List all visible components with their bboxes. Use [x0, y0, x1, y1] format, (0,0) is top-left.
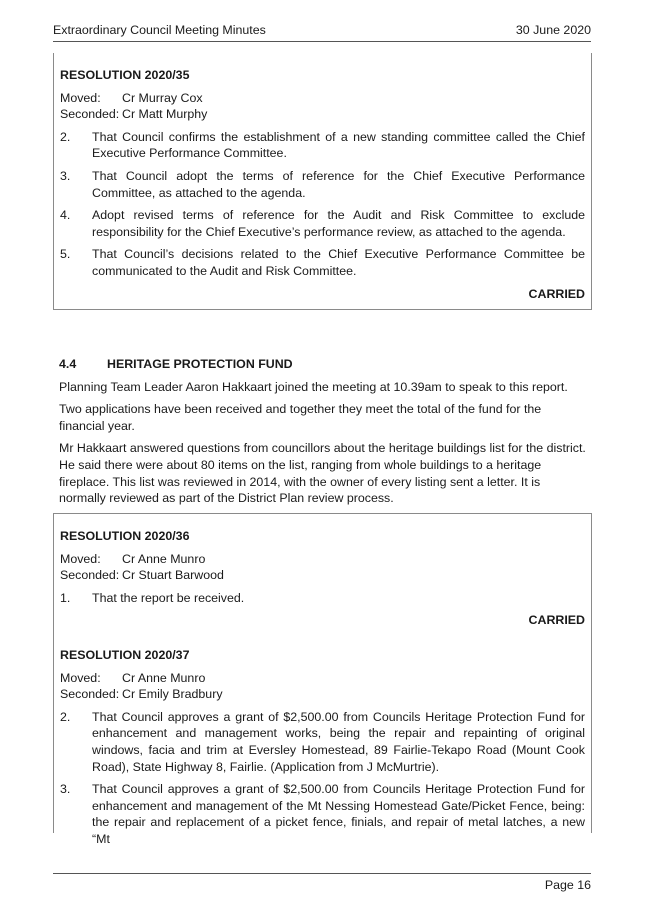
item-text: Adopt revised terms of reference for the Audit and Risk Committee to exclude responsibility for the Chief Executive’s performance review, as attached to the agenda.	[92, 208, 585, 239]
moved-label: Moved:	[60, 670, 101, 685]
item-number: 3.	[60, 168, 71, 183]
seconded-row	[60, 686, 585, 703]
page-number: Page 16	[544, 878, 591, 892]
item-number: 1.	[60, 590, 71, 605]
resolution-title: RESOLUTION 2020/35	[60, 68, 190, 82]
moved-row	[60, 551, 585, 568]
seconded-label: Seconded:	[60, 687, 120, 702]
item-text: That Council adopt the terms of reference for the Chief Executive Performance Committee, as attached to the agenda.	[92, 168, 585, 200]
item-number: 3.	[60, 782, 71, 797]
item-text: That Council confirms the establishment of a new standing committee called the Chief Executive Performance Committee.	[92, 129, 585, 161]
section-title: HERITAGE PROTECTION FUND	[107, 357, 293, 371]
resolution-item	[60, 207, 585, 240]
item-text: That Council approves a grant of $2,500.00 from Councils Heritage Protection Fund for enhancement and management of the Mt Nessing Homestead Gate/Picket Fence, being: the repair and replacement of a picket fence, finials, and repair of metal latches, a new “Mt	[92, 782, 585, 846]
seconded-by: Cr Stuart Barwood	[122, 568, 224, 583]
item-text: That the report be received.	[92, 590, 245, 605]
carried-label: CARRIED	[528, 286, 585, 301]
document-date: 30 June 2020	[515, 23, 591, 37]
seconded-by: Cr Matt Murphy	[122, 107, 208, 122]
paragraph: Mr Hakkaart answered questions from councillors about the heritage buildings list for the district. He said there were about 80 items on the list, ranging from whole buildings to a heritage fireplace. This list was reviewed in 2014, with the owner of every listing sent a letter. It is normally reviewed as part of the District Plan review process.	[59, 441, 586, 506]
resolution-item	[60, 168, 585, 201]
item-number: 5.	[60, 247, 71, 262]
section-number: 4.4	[59, 357, 77, 371]
section-heading	[59, 356, 587, 373]
item-text: That Council’s decisions related to the Chief Executive Performance Committee be communicated to the Audit and Risk Committee.	[92, 247, 585, 278]
carried-label: CARRIED	[528, 613, 585, 628]
moved-by: Cr Anne Munro	[122, 551, 206, 566]
seconded-by: Cr Emily Bradbury	[122, 687, 223, 702]
page-footer	[53, 873, 591, 894]
item-number: 2.	[60, 709, 71, 724]
page-header	[53, 22, 591, 42]
resolution-item	[60, 246, 585, 279]
resolution-item	[60, 129, 585, 162]
moved-row	[60, 90, 585, 107]
resolution-box-2020-36-37	[53, 513, 592, 846]
item-number: 2.	[60, 129, 71, 144]
resolution-item	[60, 781, 585, 847]
section-heritage-protection-fund	[59, 356, 587, 507]
moved-label: Moved:	[60, 90, 101, 105]
moved-by: Cr Murray Cox	[122, 90, 203, 105]
resolution-title: RESOLUTION 2020/36	[60, 529, 190, 543]
paragraph: Planning Team Leader Aaron Hakkaart joined the meeting at 10.39am to speak to this report.	[59, 379, 568, 394]
paragraph: Two applications have been received and together they meet the total of the fund for the financial year.	[59, 402, 542, 433]
resolution-box-2020-35	[53, 53, 592, 310]
moved-row	[60, 670, 585, 687]
seconded-row	[60, 106, 585, 123]
resolution-title: RESOLUTION 2020/37	[60, 647, 190, 662]
resolution-item	[60, 709, 585, 775]
item-number: 4.	[60, 208, 71, 223]
resolution-item	[60, 590, 585, 607]
item-text: That Council approves a grant of $2,500.00 from Councils Heritage Protection Fund for enhancement and management works, being the repair and repainting of original windows, facia and trim at Eversley Homestead, 89 Fairlie-Tekapo Road (Mount Cook Road), State Highway 8, Fairlie. (Application from J McMurtrie).	[92, 709, 585, 774]
seconded-label: Seconded:	[60, 107, 120, 122]
document-title: Extraordinary Council Meeting Minutes	[53, 23, 266, 37]
seconded-row	[60, 567, 585, 584]
moved-by: Cr Anne Munro	[122, 670, 206, 685]
moved-label: Moved:	[60, 551, 101, 566]
seconded-label: Seconded:	[60, 568, 120, 583]
